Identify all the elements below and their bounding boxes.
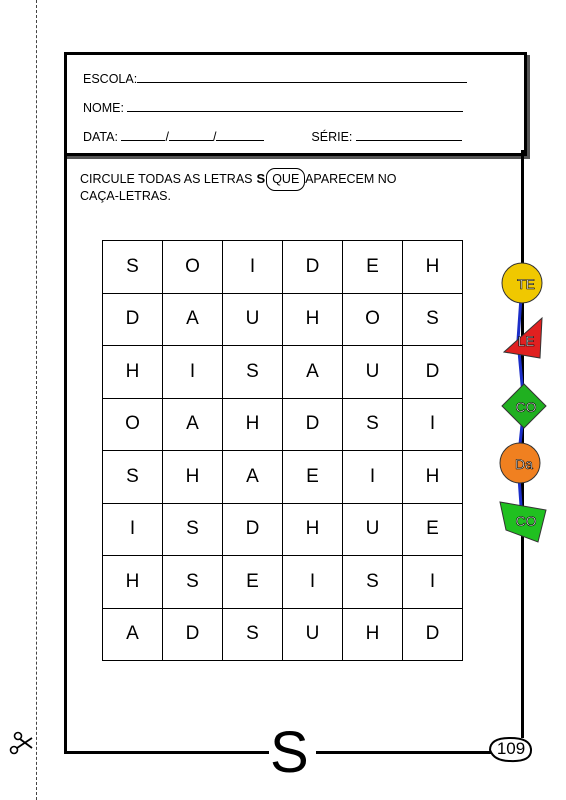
grid-cell[interactable]: O	[163, 241, 223, 294]
badge-icon	[500, 502, 546, 542]
grid-cell[interactable]: A	[103, 608, 163, 661]
page-number: 109	[488, 734, 534, 764]
grid-cell[interactable]: D	[403, 608, 463, 661]
name-label: NOME:	[83, 101, 124, 115]
grid-cell[interactable]: S	[343, 556, 403, 609]
date-separator: /	[165, 130, 169, 144]
grid-cell[interactable]: A	[163, 293, 223, 346]
grid-cell[interactable]: H	[103, 346, 163, 399]
svg-text:CO: CO	[515, 399, 537, 415]
instruction-text: CIRCULE TODAS AS LETRAS S QUE APARECEM NO CAÇA-LETRAS.	[80, 171, 397, 203]
frame-bottom	[64, 751, 269, 754]
grid-cell[interactable]: O	[103, 398, 163, 451]
grid-cell[interactable]: H	[283, 293, 343, 346]
grid-cell[interactable]: E	[283, 451, 343, 504]
badge-icon	[502, 263, 542, 303]
grid-row	[103, 503, 463, 556]
grid-row	[103, 608, 463, 661]
grid-row	[103, 556, 463, 609]
grid-cell[interactable]: U	[343, 346, 403, 399]
badge-icon	[504, 318, 542, 358]
grid-cell[interactable]: U	[223, 293, 283, 346]
svg-text:Da: Da	[515, 456, 533, 472]
svg-text:CO: CO	[515, 513, 537, 529]
circled-word: QUE	[269, 171, 302, 188]
date-month-field[interactable]	[169, 128, 213, 141]
grid-cell[interactable]: O	[343, 293, 403, 346]
grid-cell[interactable]: U	[343, 503, 403, 556]
decoration-chain	[494, 258, 554, 553]
target-letter: S	[256, 171, 266, 186]
grid-row	[103, 293, 463, 346]
frame-bottom	[316, 751, 491, 754]
grid-cell[interactable]: H	[403, 451, 463, 504]
grid-cell[interactable]: H	[163, 451, 223, 504]
date-row	[83, 128, 462, 144]
badge-icon	[500, 443, 540, 483]
grid-cell[interactable]: H	[223, 398, 283, 451]
cut-line	[36, 0, 37, 800]
scissors-icon	[8, 730, 36, 756]
grid-cell[interactable]: D	[163, 608, 223, 661]
name-row	[83, 99, 463, 115]
grid-cell[interactable]: S	[163, 556, 223, 609]
grid-cell[interactable]: I	[223, 241, 283, 294]
school-label: ESCOLA:	[83, 72, 138, 86]
grid-cell[interactable]: D	[223, 503, 283, 556]
grid-cell[interactable]: E	[343, 241, 403, 294]
grid-cell[interactable]: S	[343, 398, 403, 451]
header-box	[64, 52, 527, 156]
grid-row	[103, 451, 463, 504]
grid-cell[interactable]: D	[403, 346, 463, 399]
name-field[interactable]	[127, 99, 463, 112]
school-row	[83, 70, 467, 86]
grid-cell[interactable]: H	[403, 241, 463, 294]
date-day-field[interactable]	[121, 128, 165, 141]
grid-cell[interactable]: A	[283, 346, 343, 399]
grid-cell[interactable]: H	[343, 608, 403, 661]
grid-cell[interactable]: S	[403, 293, 463, 346]
grid-cell[interactable]: I	[343, 451, 403, 504]
svg-text:TE: TE	[517, 276, 535, 292]
grid-cell[interactable]: I	[103, 503, 163, 556]
grid-cell[interactable]: E	[223, 556, 283, 609]
series-label: SÉRIE:	[311, 130, 353, 144]
grid-row	[103, 241, 463, 294]
svg-text:LE: LE	[517, 333, 535, 349]
grid-cell[interactable]: A	[223, 451, 283, 504]
badge-icon	[502, 384, 546, 428]
series-field[interactable]	[356, 128, 462, 141]
grid-cell[interactable]: A	[163, 398, 223, 451]
big-letter: S	[270, 720, 309, 785]
grid-cell[interactable]: D	[103, 293, 163, 346]
grid-cell[interactable]: S	[103, 241, 163, 294]
frame-left	[64, 150, 67, 753]
grid-cell[interactable]: D	[283, 398, 343, 451]
grid-cell[interactable]: E	[403, 503, 463, 556]
date-label: DATA:	[83, 130, 118, 144]
grid-cell[interactable]: I	[403, 556, 463, 609]
grid-cell[interactable]: H	[283, 503, 343, 556]
grid-row	[103, 346, 463, 399]
date-separator: /	[212, 130, 217, 144]
grid-cell[interactable]: I	[403, 398, 463, 451]
grid-cell[interactable]: S	[223, 608, 283, 661]
grid-row	[103, 398, 463, 451]
grid-cell[interactable]: H	[103, 556, 163, 609]
letter-grid	[102, 240, 463, 661]
grid-cell[interactable]: I	[283, 556, 343, 609]
date-year-field[interactable]	[216, 128, 264, 141]
grid-cell[interactable]: I	[163, 346, 223, 399]
grid-cell[interactable]: S	[103, 451, 163, 504]
grid-cell[interactable]: D	[283, 241, 343, 294]
grid-cell[interactable]: S	[223, 346, 283, 399]
grid-cell[interactable]: S	[163, 503, 223, 556]
school-field[interactable]	[137, 70, 467, 83]
grid-cell[interactable]: U	[283, 608, 343, 661]
